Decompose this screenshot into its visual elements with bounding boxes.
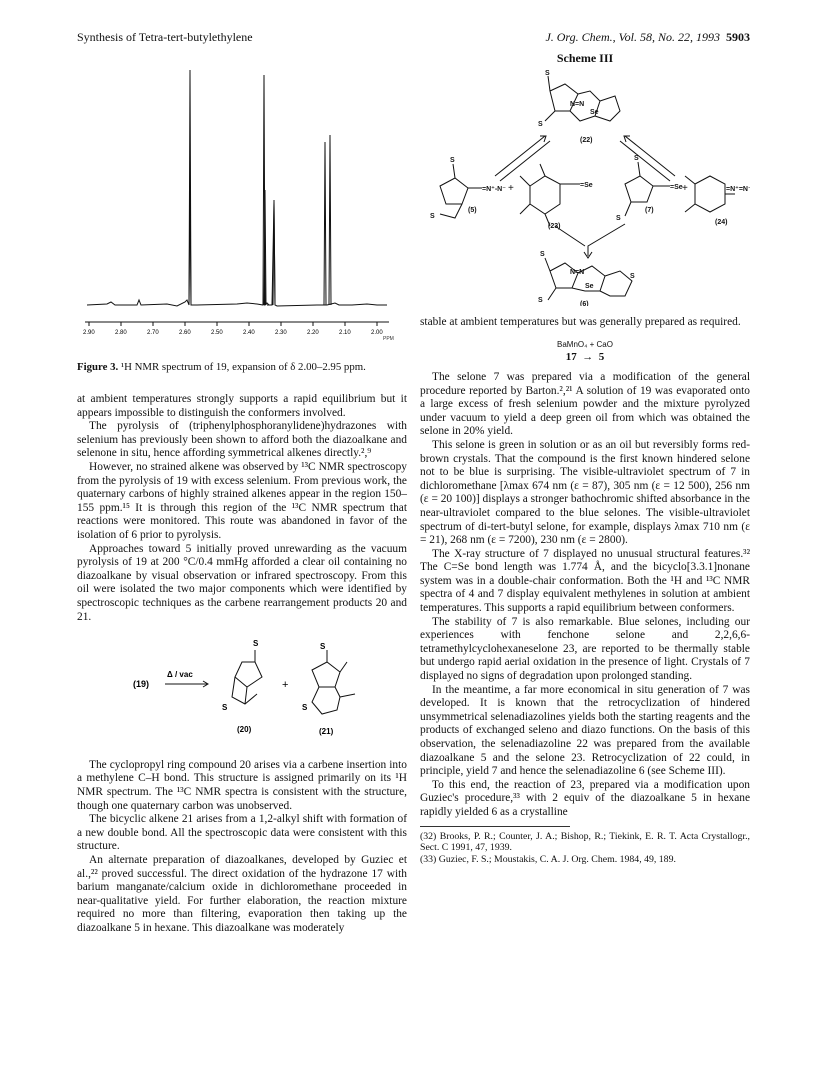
ppm-tick-label: 2.00 (371, 330, 383, 336)
reagent: BaMnO₄ + CaO (557, 339, 613, 349)
svg-text:S: S (538, 296, 543, 304)
reactant: 17 (565, 351, 577, 364)
compound-label-22: (22) (580, 136, 593, 144)
compound-label-23: (23) (548, 222, 561, 230)
svg-text:N=N: N=N (570, 268, 585, 276)
nmr-spectrum (77, 50, 407, 350)
plus-sign: + (682, 182, 688, 194)
journal-citation (545, 30, 750, 45)
paragraph: at ambient temperatures strongly supports a rapid equilibrium but it appears impossible to distinguish the conformers involved. (77, 393, 407, 419)
peak-right (324, 142, 326, 305)
plus-sign: + (508, 182, 514, 194)
paragraph: The bicyclic alkene 21 arises from a 1,2-alkyl shift with formation of a new double bond. All the spectroscopic data were consistent with this structure. (77, 813, 407, 853)
reference: (32) Brooks, P. R.; Counter, J. A.; Bishop, R.; Tiekink, E. R. T. Acta Crystallogr., Sect. C 1991, 47, 1939. (420, 830, 750, 854)
svg-text:Se: Se (590, 108, 599, 116)
paragraph: The stability of 7 is also remarkable. Blue selones, including our experiences with fenchone selone and 2,2,6,6-tetramethylcyclohexaneselone 23, are reported to be thermally stable but undergo rapid aerial oxidation in the presence of light. Crystals of 7 displayed no signs of degradation upon prolonged standing. (420, 615, 750, 683)
reference: (33) Guziec, F. S.; Moustakis, C. A. J. Org. Chem. 1984, 49, 189. (420, 853, 676, 865)
svg-text:S: S (538, 120, 543, 128)
equilibrium-arrow-left (495, 136, 546, 176)
paragraph: This selone is green in solution or as an oil but reversibly forms red-brown crystals. That the compound is the first known hindered selone not to be blue is surprising. The visible-ultraviolet spectrum of 7 in dichloromethane [λmax 674 nm (ε = 87), 305 nm (ε = 12 500), 256 nm (ε = 20 100)] displays a stronger bathochromic shifted absorbance in the near-ultraviolet compared to the blue selones. The visible-ultraviolet spectrum of di-tert-butyl selone, for example, displays λmax 710 nm (ε = 21), 268 nm (ε = 7200), 230 nm (ε = 2800). (420, 438, 750, 547)
compound-label-7: (7) (645, 206, 654, 214)
compound-label-6: (6) (580, 300, 589, 306)
paragraph: However, no strained alkene was observed by ¹³C NMR spectroscopy from the pyrolysis of 19 with excess selenium. From previous work, the quaternary carbons of highly strained alkenes appear in the region 150–155 ppm.¹⁵ It is through this region of the ¹³C NMR spectrum that reactions were monitored. This route was abandoned in favor of the isolation of 6 prior to pyrolysis. (77, 461, 407, 542)
paragraph: To this end, the reaction of 23, prepared via a modification upon Guziec's procedure,³³ with 2 equiv of the diazoalkane 5 in hexane rapidly yielded 6 as a crystalline (420, 778, 750, 818)
right-column (420, 52, 750, 865)
peak-right-2 (329, 135, 331, 305)
caption-text: ¹H NMR spectrum of 19, expansion of δ 2.00–2.95 ppm. (120, 360, 366, 373)
ppm-tick-labels (83, 330, 383, 336)
plus-sign: + (282, 679, 289, 692)
compound-label-20: (20) (237, 725, 252, 735)
paragraph: The pyrolysis of (triphenylphosphoranylidene)hydrazones with selenium has previously been shown to afford both the diazoalkane and selenone in situ, hence affording symmetrical alkenes directly.²,⁹ (77, 420, 407, 460)
svg-text:S: S (320, 642, 326, 652)
structure-20 (232, 650, 262, 704)
paragraph: An alternate preparation of diazoalkanes, developed by Guziec et al.,²² proved successful. The direct oxidation of the hydrazone 17 with barium manganate/calcium oxide in dichloromethane proceeded in near-qualitative yield. For further elaboration, the reaction mixture required no more than filtering, evaporation then taking up the diazoalkane 5 in hexane. This diazoalkane was moderately (77, 853, 407, 934)
svg-text:S: S (630, 272, 635, 280)
ppm-tick-label: 2.80 (115, 330, 127, 336)
svg-text:S: S (302, 703, 308, 713)
svg-text:S: S (430, 212, 435, 220)
ppm-tick-label: 2.40 (243, 330, 255, 336)
svg-text:=N⁺=N⁻: =N⁺=N⁻ (726, 185, 750, 193)
ppm-tick-label: 2.90 (83, 330, 95, 336)
svg-text:S: S (540, 250, 545, 258)
footnote-rule (420, 826, 570, 827)
compound-label-5: (5) (468, 206, 477, 214)
paragraph: stable at ambient temperatures but was generally prepared as required. (420, 316, 741, 329)
paragraph: In the meantime, a far more economical in situ generation of 7 was developed. It is known that the retrocyclization of hindered unsymmetrical selenadiazolines yields both the starting reagents and the products of exchanged seleno and diazo functions. On the basis of this observation, the selenadiazoline 22 was prepared from the available diazoalkane 5 and the selone 23. Retrocyclization of 22 could, in principle, yield 7 and hence the selenadiazoline 6 (see Scheme III). (420, 683, 750, 778)
running-title: Synthesis of Tetra-tert-butylethylene (77, 30, 253, 44)
ppm-tick-label: 2.10 (339, 330, 351, 336)
ppm-tick-label: 2.20 (307, 330, 319, 336)
structure-24 (685, 176, 735, 212)
paragraph: Approaches toward 5 initially proved unrewarding as the vacuum pyrolysis of 19 at 200 °C/0.4 mmHg afforded a clear oil containing no diazoalkane by visual observation or infrared spectroscopy. From this oil were isolated the two major components which were identified by spectroscopic techniques as the carbene rearrangement products 20 and 21. (77, 542, 407, 623)
caption-label: Figure 3. (77, 360, 119, 373)
spectrum-trace (87, 75, 387, 306)
reaction-condition: Δ / vac (167, 670, 193, 680)
reactant-label: (19) (133, 679, 150, 690)
ppm-tick-label: 2.30 (275, 330, 287, 336)
svg-text:S: S (616, 214, 621, 222)
journal-name: J. Org. Chem., Vol. 58, No. 22, 1993 (545, 30, 720, 44)
equilibrium-arrow-right (624, 136, 675, 176)
ppm-unit: PPM (383, 336, 394, 342)
paragraph: The cyclopropyl ring compound 20 arises via a carbene insertion into a methylene C–H bond. This structure is assigned primarily on its ¹H NMR spectrum. The ¹³C NMR spectra is consistent with the structure, though one quaternary carbon was unobserved. (77, 758, 407, 812)
svg-text:=N⁺-N⁻: =N⁺-N⁻ (482, 185, 506, 193)
reaction-scheme-2 (420, 338, 750, 365)
figure-caption (77, 361, 407, 374)
paragraph: The X-ray structure of 7 displayed no unusual structural features.³² The C=Se bond length was 1.774 Å, and the bicyclo[3.3.1]nonane system was in a double-chair conformation. Both the ¹H and ¹³C NMR spectra of 4 and 7 display equivalent methylenes in solution at ambient temperatures. This supports a rapid equilibrium between conformers. (420, 547, 750, 615)
svg-text:S: S (222, 703, 228, 713)
peak-tall-left (189, 70, 191, 305)
svg-text:S: S (253, 639, 259, 649)
structure-23 (520, 164, 580, 226)
ppm-tick-label: 2.60 (179, 330, 191, 336)
structure-22 (545, 76, 620, 121)
svg-text:=Se: =Se (670, 183, 683, 191)
ppm-tick-label: 2.50 (211, 330, 223, 336)
page-number: 5903 (726, 30, 750, 44)
scheme-title: Scheme III (556, 51, 614, 65)
svg-text:=Se: =Se (580, 181, 593, 189)
reaction-arrow-down (555, 224, 625, 258)
left-column (77, 50, 407, 936)
svg-text:Se: Se (585, 282, 594, 290)
compound-label-21: (21) (319, 727, 334, 737)
paragraph: The selone 7 was prepared via a modification of the general procedure reported by Barton.²,²¹ A solution of 19 was evaporated onto a large excess of fresh selenium powder and the mixture pyrolyzed under vacuum to yield a deep green oil from which was obtained the selone in 20% yield. (420, 370, 750, 438)
ppm-tick-label: 2.70 (147, 330, 159, 336)
structure-21 (312, 650, 355, 714)
product: 5 (598, 351, 605, 364)
ppm-ticks (89, 322, 377, 326)
reaction-arrow: → (582, 351, 594, 364)
scheme-3 (420, 66, 750, 306)
structure-6 (545, 258, 632, 300)
svg-text:S: S (450, 156, 455, 164)
svg-text:N=N: N=N (570, 100, 585, 108)
compound-label-24: (24) (715, 218, 728, 226)
svg-text:S: S (634, 154, 639, 162)
reaction-scheme-1 (77, 632, 407, 752)
svg-text:S: S (545, 69, 550, 77)
